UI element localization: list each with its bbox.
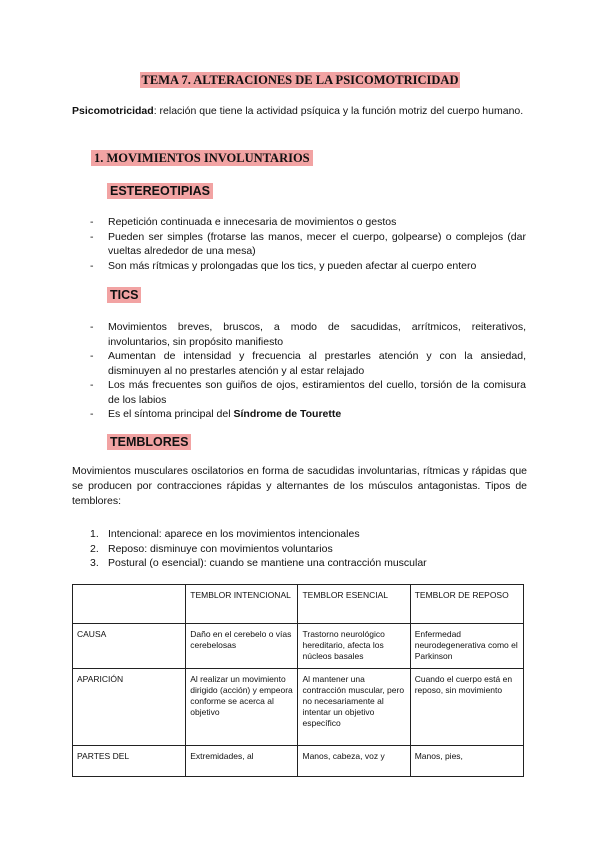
list-item (90, 542, 427, 557)
list-item: - Pueden ser simples (frotarse las manos, mecer el cuerpo, golpearse) o complejos (dar vueltas alrededor de una mesa) (90, 230, 526, 259)
estereotipias-list (90, 215, 526, 273)
intro-definition: : relación que tiene la actividad psíquica y la función motriz del cuerpo humano. (153, 105, 524, 117)
list-item: - Aumentan de intensidad y frecuencia al prestarles atención y con la ansiedad, disminuyen al no prestarles atención y al estar relajado (90, 349, 526, 378)
subheading-temblores (107, 435, 191, 449)
tics-last-item-bold: Síndrome de Tourette (233, 408, 342, 420)
section-heading-movimientos (91, 151, 313, 166)
list-item: - Son más rítmicas y prolongadas que los tics, y pueden afectar al cuerpo entero (90, 259, 526, 274)
table-header-cell (73, 585, 186, 624)
list-number: 2. (90, 542, 99, 555)
table-cell: Al realizar un movimiento dirigido (acción) y empeora conforme se acerca al objetivo (186, 669, 298, 746)
table-cell: Enfermedad neurodegenerativa como el Parkinson (410, 624, 523, 669)
tremor-comparison-table (72, 584, 524, 777)
temblores-types-list (90, 527, 427, 571)
subheading-estereotipias-text: ESTEREOTIPIAS (107, 183, 213, 199)
intro-paragraph (72, 104, 532, 119)
table-cell: Manos, pies, (410, 746, 523, 777)
table-header-cell: TEMBLOR INTENCIONAL (186, 585, 298, 624)
subheading-temblores-text: TEMBLORES (107, 434, 191, 450)
list-item: - Los más frecuentes son guiños de ojos, estiramientos del cuello, torsión de la comisura de los labios (90, 378, 526, 407)
document-title (0, 73, 600, 88)
tics-last-item-prefix: Es el síntoma principal del (108, 408, 234, 420)
table-cell: Daño en el cerebelo o vías cerebelosas (186, 624, 298, 669)
subheading-tics (107, 288, 141, 302)
table-row-label: PARTES DEL (73, 746, 186, 777)
table-cell: Extremidades, al (186, 746, 298, 777)
table-header-cell: TEMBLOR ESENCIAL (298, 585, 410, 624)
list-text: Postural (o esencial): cuando se mantiene una contracción muscular (108, 557, 427, 569)
section-heading-movimientos-text: 1. MOVIMIENTOS INVOLUNTARIOS (91, 150, 313, 166)
list-item (90, 556, 427, 571)
temblores-description: Movimientos musculares oscilatorios en forma de sacudidas involuntarias, rítmicas y rápidas que se producen por contracciones rápidas y alternantes de los músculos antagonistas. Tipos de temblores: (72, 465, 527, 507)
table-cell: Cuando el cuerpo está en reposo, sin movimiento (410, 669, 523, 746)
table-row (73, 669, 524, 746)
list-item (90, 527, 427, 542)
table-cell: Manos, cabeza, voz y (298, 746, 410, 777)
table-header-cell: TEMBLOR DE REPOSO (410, 585, 523, 624)
table-cell: Trastorno neurológico hereditario, afecta los núcleos basales (298, 624, 410, 669)
list-item (90, 407, 526, 422)
list-number: 3. (90, 557, 99, 569)
list-item: - Repetición continuada e innecesaria de movimientos o gestos (90, 215, 526, 230)
list-number: 1. (90, 528, 99, 540)
document-title-text: TEMA 7. ALTERACIONES DE LA PSICOMOTRICIDAD (141, 73, 459, 87)
table-cell: Al mantener una contracción muscular, pero no necesariamente al intentar un objetivo específico (298, 669, 410, 746)
subheading-estereotipias (107, 184, 213, 198)
subheading-tics-text: TICS (107, 287, 141, 303)
list-item: - Movimientos breves, bruscos, a modo de sacudidas, arrítmicos, reiterativos, involuntarios, sin propósito manifiesto (90, 320, 526, 349)
tics-list (90, 320, 526, 422)
list-text: Intencional: aparece en los movimientos intencionales (108, 528, 360, 540)
list-text: Reposo: disminuye con movimientos voluntarios (108, 542, 333, 555)
table-row-label: APARICIÓN (73, 669, 186, 746)
table-row (73, 746, 524, 777)
intro-term: Psicomotricidad (72, 105, 154, 117)
table-header-row (73, 585, 524, 624)
table-row (73, 624, 524, 669)
table-row-label: CAUSA (73, 624, 186, 669)
